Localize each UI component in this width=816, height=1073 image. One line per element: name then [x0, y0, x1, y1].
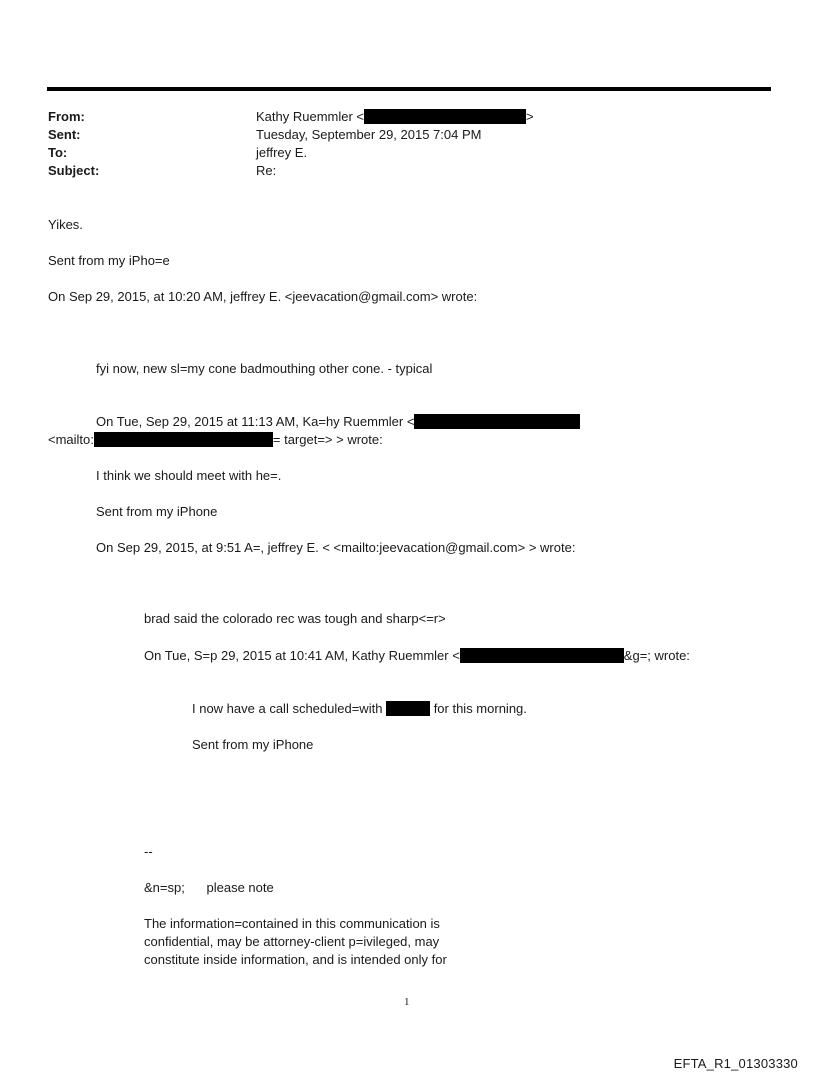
- body-line: On Sep 29, 2015, at 9:51 A=, jeffrey E. < <mailto:jeevacation@gmail.com> > wrote:: [96, 540, 576, 555]
- quote-header-text: On Tue, Sep 29, 2015 at 11:13 AM, Ka=hy Ruemmler <: [96, 414, 415, 429]
- body-line: confidential, may be attorney-client p=ivileged, may: [144, 934, 440, 949]
- body-line: --: [144, 844, 153, 859]
- body-line: Yikes.: [48, 217, 83, 232]
- redaction-block: [414, 414, 580, 429]
- body-line: Sent from my iPhone: [96, 504, 218, 519]
- from-label: From:: [48, 109, 85, 124]
- sent-label: Sent:: [48, 127, 81, 142]
- sent-value: Tuesday, September 29, 2015 7:04 PM: [256, 127, 482, 142]
- subject-label: Subject:: [48, 163, 100, 178]
- to-value: jeffrey E.: [256, 145, 308, 160]
- from-value: [256, 109, 534, 125]
- redaction-block: [94, 432, 273, 447]
- from-name: Kathy Ruemmler <: [256, 109, 365, 124]
- body-line: Sent from my iPho=e: [48, 253, 170, 268]
- subject-value: Re:: [256, 163, 277, 178]
- body-line: On Sep 29, 2015, at 10:20 AM, jeffrey E. <jeevacation@gmail.com> wrote:: [48, 289, 478, 304]
- body-line: The information=contained in this communication is: [144, 916, 440, 931]
- body-line: fyi now, new sl=my cone badmouthing other cone. - typical: [96, 361, 433, 376]
- redaction-block: [460, 648, 624, 663]
- to-label: To:: [48, 145, 68, 160]
- page-number: 1: [404, 996, 410, 1008]
- call-text-tail: for this morning.: [433, 701, 527, 716]
- header-rule: [47, 87, 771, 91]
- body-line: constitute inside information, and is intended only for: [144, 952, 447, 967]
- quote-header-text: On Tue, S=p 29, 2015 at 10:41 AM, Kathy Ruemmler <: [144, 648, 460, 663]
- body-line: brad said the colorado rec was tough and sharp<=r>: [144, 611, 446, 626]
- body-line: I think we should meet with he=.: [96, 468, 282, 483]
- redaction-block: [364, 109, 526, 124]
- body-line: [48, 432, 383, 448]
- redaction-block: [386, 701, 430, 716]
- call-text: I now have a call scheduled=with: [192, 701, 383, 716]
- body-line: [96, 414, 580, 430]
- body-line: [192, 701, 527, 717]
- body-line: &n=sp; please note: [144, 880, 274, 895]
- quote-header-tail: &g=; wrote:: [623, 648, 690, 663]
- mailto-tail: = target=> > wrote:: [272, 432, 383, 447]
- body-line: Sent from my iPhone: [192, 737, 314, 752]
- document-id: EFTA_R1_01303330: [673, 1056, 798, 1071]
- from-close: >: [526, 109, 534, 124]
- body-line: [144, 648, 690, 664]
- mailto-text: <mailto:: [48, 432, 94, 447]
